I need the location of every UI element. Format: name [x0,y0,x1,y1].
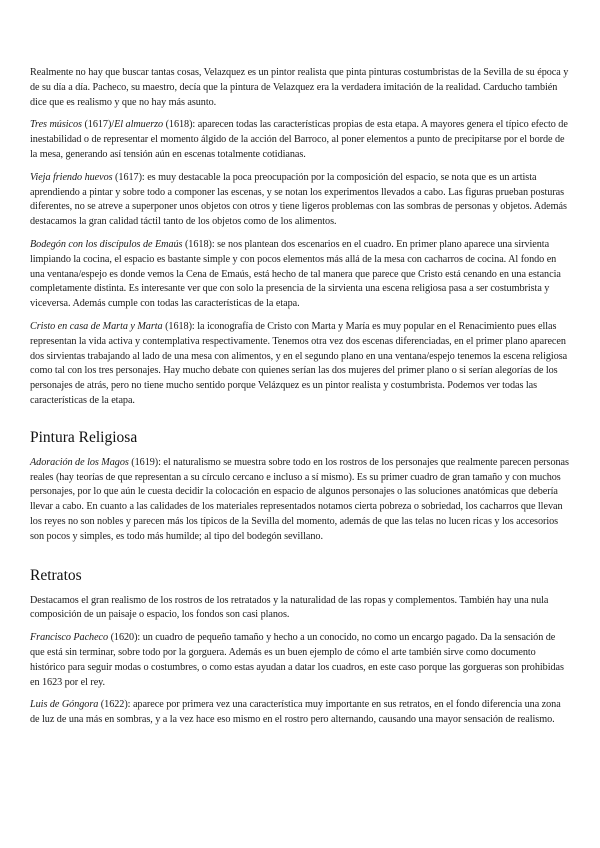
work-title-2: El almuerzo [114,119,164,131]
work-title: Tres músicos [30,119,82,131]
work-cristo-marta: Cristo en casa de Marta y Marta (1618): la iconografía de Cristo con Marta y María es muy popular en el Renacimiento pues ellas representan la vida activa y contemplativa respectivamente. Tenemos otra vez dos escenas diferenciadas, en el primer plano aparecen dos sirvientas trabajando al lado de una mesa con alimentos, y en el segundo plano en una ventana/espejo tenemos la escena religiosa como tal con los tres personajes. Hay mucho debate con quienes serían las dos mujeres del primer plano o si serían alegorías de los personajes de atrás, pero no tiene mucho sentido porque Velázquez es un pintor realista y costumbrista. Podemos ver todas las características de la etapa. [30,320,568,406]
intro-paragraph: Realmente no hay que buscar tantas cosas, Velazquez es un pintor realista que pinta pinturas costumbristas de la Sevilla de su época y de su día a día. Pacheco, su maestro, decía que la pintura de Velazquez era la verdadera imitación de la realidad. Carducho también dice que es realismo y que no hay más asunto. [30,67,569,108]
work-title: Adoración de los Magos [30,456,129,468]
work-bodegon-emaus: Bodegón con los discípulos de Emaús (1618): se nos plantean dos escenarios en el cuadro. En primer plano aparece una sirvienta limpiando la cocina, el espacio es bastante simple y con pocos elementos más allá de la mesa con cacharros de cocina. Al fondo en una ventana/espejo es donde vemos la Cena de Emaús, está hecho de tal manera que parece que Cristo está cenando en una estancia completamente distinta. Es interesante ver que con solo la presencia de la sirvienta una escena religiosa pasa a ser costumbrista y viceversa. Además cumple con todas las características de la etapa. [30,238,561,310]
work-title: Luis de Góngora [30,699,99,711]
work-title: Vieja friendo huevos [30,171,113,183]
section-heading-religiosa: Pintura Religiosa [30,428,138,446]
work-luis-gongora: Luis de Góngora (1622): aparece por primera vez una característica muy importante en sus retratos, en el fondo diferencia una zona de luz de una más en sombras, y a la vez hace eso mismo en el rostro pero alternando, causando una mayor sensación de realismo. [30,699,561,726]
section-heading-retratos: Retratos [30,566,82,584]
work-vieja-friendo-huevos: Vieja friendo huevos (1617): es muy destacable la poca preocupación por la composición del espacio, se nota que es un artista aprendiendo a pintar y sobre todo a componer las escenas, y se notan los experimentos llevados a cabo. Las figuras prueban posturas diferentes, no se atreve a superponer unos objetos con otros y tiene ligeros problemas con las sombras de personas y objetos. Además destacamos la gran calidad táctil tanto de los objetos como de los alimentos. [30,171,567,228]
work-title: Cristo en casa de Marta y Marta [30,320,163,332]
work-adoracion-magos: Adoración de los Magos (1619): el naturalismo se muestra sobre todo en los rostros de los personajes que realmente parecen personas reales (hay teorías de que representan a su círculo cercano e incluso a sí mismo). Es su primer cuadro de gran tamaño y con muchos personajes, por lo que aún le cuesta decidir la colocación en espacio de algunos personajes o las soluciones anatómicas que debería llevar a cabo. En cuanto a las calidades de los materiales representados notamos cierta pobreza o sobriedad, los cacharros que llevan los reyes no son nobles y parecen más los típicos de la Sevilla del momento, además de que las telas no lucen ricas y los accesorios son pocos y simples, es todo más humilde; al tipo del bodegón sevillano. [30,456,569,542]
portraits-intro: Destacamos el gran realismo de los rostros de los retratados y la naturalidad de las ropas y complementos. También hay una nula composición de un paisaje o espacio, los fondos son casi planos. [30,594,549,621]
work-francisco-pacheco: Francisco Pacheco (1620): un cuadro de pequeño tamaño y hecho a un conocido, no como un encargo pagado. Da la sensación de que está sin terminar, sobre todo por la gorguera. Además es un buen ejemplo de cómo el arte también sirve como documento histórico para seguir modas o costumbres, o como estas ayudan a datar los cuadros, en este caso porque las gorgueras son prohibidas en 1623 por el rey. [30,632,564,688]
work-title: Bodegón con los discípulos de Emaús [30,238,183,250]
work-tres-musicos: Tres músicos (1617)/El almuerzo (1618): aparecen todas las características propias de esta etapa. A mayores genera el típico efecto de inestabilidad o de representar el momento álgido de la acción del Barroco, al poner elementos a punto de precipitarse por el borde de la mesa, generando así tensión aún en escenas totalmente cotidianas. [30,119,568,160]
work-title: Francisco Pacheco [30,632,109,644]
